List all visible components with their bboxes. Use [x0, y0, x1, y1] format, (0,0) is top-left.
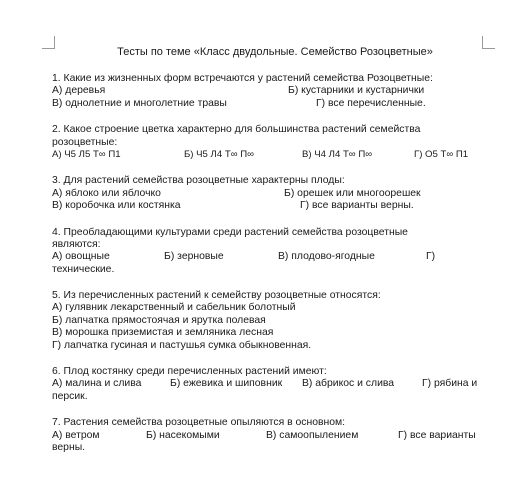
question-6-option-d: Г) рябина и	[422, 378, 478, 390]
question-5	[52, 290, 492, 352]
question-7-option-d: Г) все варианты	[398, 429, 476, 441]
document-page	[52, 46, 492, 468]
question-6-option-c: В) абрикос и слива	[302, 378, 395, 390]
question-7-option-c: В) самоопылением	[266, 429, 359, 441]
question-6-option-d-continuation: персик.	[52, 390, 88, 402]
question-4-options-row	[52, 251, 492, 263]
question-7-options-row	[52, 430, 492, 442]
question-1-option-d: Г) все перечисленные.	[316, 97, 426, 109]
question-7-option-b: Б) насекомыми	[146, 429, 220, 441]
question-1-option-c: В) однолетние и многолетние травы	[52, 97, 227, 109]
question-1-option-b: Б) кустарники и кустарнички	[288, 85, 425, 97]
question-3-option-d: Г) все варианты верны.	[300, 200, 414, 212]
question-3-option-b: Б) орешек или многоорешек	[284, 187, 421, 199]
question-6-options-row	[52, 378, 492, 390]
question-2-text-line-1: 2. Какое строение цветка характерно для большинства растений семейства	[52, 124, 421, 136]
question-4-option-c: В) плодово-ягодные	[278, 251, 375, 263]
question-1	[52, 73, 492, 110]
question-7	[52, 417, 492, 454]
question-6-text: 6. Плод костянку среди перечисленных растений имеют:	[52, 366, 327, 378]
question-2-option-d: Г) О5 Т∞ П1	[414, 148, 469, 160]
question-5-option-c: В) морошка приземистая и земляника лесная	[52, 327, 274, 339]
question-3-text: 3. Для растений семейства розоцветные характерны плоды:	[52, 175, 345, 187]
question-5-text: 5. Из перечисленных растений к семейству розоцветные относятся:	[52, 290, 381, 302]
question-4-option-d-continuation: технические.	[52, 263, 115, 275]
question-6	[52, 366, 492, 403]
question-3-options-row-1	[52, 188, 492, 200]
question-2-options-row	[52, 149, 492, 161]
question-4-text-line-2: являются:	[52, 238, 101, 250]
question-2-text-line-2: розоцветные:	[52, 136, 118, 148]
question-1-option-a: А) деревья	[52, 85, 106, 97]
question-5-option-a: А) гулявник лекарственный и сабельник болотный	[52, 302, 296, 314]
question-4	[52, 227, 492, 277]
question-5-option-b: Б) лапчатка прямостоячая и ярутка полевая	[52, 314, 266, 326]
question-2-option-a: А) Ч5 Л5 Т∞ П1	[52, 148, 121, 160]
question-7-option-d-continuation: верны.	[52, 441, 86, 453]
question-2	[52, 124, 492, 161]
question-3-option-a: А) яблоко или яблочко	[52, 187, 161, 199]
question-2-option-b: Б) Ч5 Л4 Т∞ П∞	[184, 148, 254, 160]
question-5-option-d: Г) лапчатка гусиная и пастушья сумка обыкновенная.	[52, 339, 312, 351]
question-4-option-a: А) овощные	[52, 251, 110, 263]
question-1-options-row-1	[52, 85, 492, 97]
question-7-option-a: А) ветром	[52, 429, 100, 441]
question-3-options-row-2	[52, 200, 492, 212]
question-4-text-line-1: 4. Преобладающими культурами среди растений семейства розоцветные	[52, 226, 408, 238]
question-6-option-b: Б) ежевика и шиповник	[170, 378, 283, 390]
question-4-option-b: Б) зерновые	[164, 251, 224, 263]
question-7-text: 7. Растения семейства розоцветные опыляются в основном:	[52, 417, 346, 429]
document-title: Тесты по теме «Класс двудольные. Семейство Розоцветные»	[117, 46, 433, 58]
question-1-options-row-2	[52, 98, 492, 110]
question-2-option-c: В) Ч4 Л4 Т∞ П∞	[302, 148, 373, 160]
question-1-text: 1. Какие из жизненных форм встречаются у растений семейства Розоцветные:	[52, 73, 433, 84]
question-3	[52, 175, 492, 212]
question-6-option-a: А) малина и слива	[52, 378, 142, 390]
question-4-option-d: Г)	[426, 251, 436, 263]
question-3-option-c: В) коробочка или костянка	[52, 200, 181, 212]
